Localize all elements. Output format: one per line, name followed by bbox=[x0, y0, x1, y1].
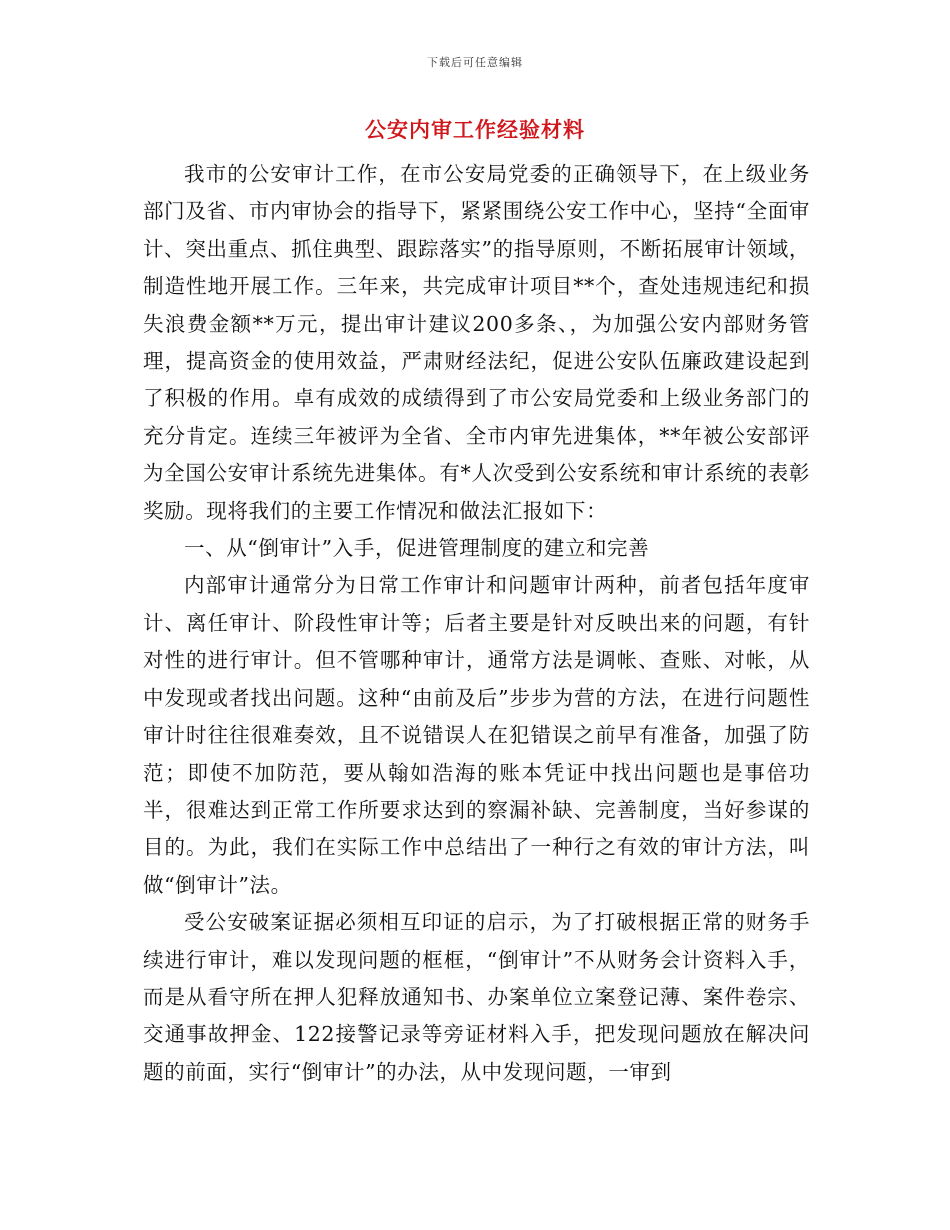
section-heading-1: 一、从“倒审计”入手，促进管理制度的建立和完善 bbox=[184, 536, 650, 561]
document-body bbox=[143, 156, 810, 1091]
document-title: 公安内审工作经验材料 bbox=[365, 117, 585, 142]
paragraph-reverse-audit: 受公安破案证据必须相互印证的启示，为了打破根据正常的财务手续进行审计，难以发现问题的框框，“倒审计”不从财务会计资料入手，而是从看守所在押人犯释放通知书、办案单位立案登记薄、案件卷宗、交通事故押金、122接警记录等旁证材料入手，把发现问题放在解决问题的前面，实行“倒审计”的办法，从中发现问题，一审到 bbox=[143, 910, 810, 1084]
header-note: 下载后可任意编辑 bbox=[427, 56, 523, 69]
paragraph-audit-types: 内部审计通常分为日常工作审计和问题审计两种，前者包括年度审计、离任审计、阶段性审计等；后者主要是针对反映出来的问题，有针对性的进行审计。但不管哪种审计，通常方法是调帐、查账、对帐，从中发现或者找出问题。这种“由前及后”步步为营的方法，在进行问题性审计时往往很难奏效，且不说错误人在犯错误之前早有准备，加强了防范；即使不加防范，要从翰如浩海的账本凭证中找出问题也是事倍功半，很难达到正常工作所要求达到的察漏补缺、完善制度，当好参谋的目的。为此，我们在实际工作中总结出了一种行之有效的审计方法，叫做“倒审计”法。 bbox=[143, 573, 810, 897]
paragraph-intro: 我市的公安审计工作，在市公安局党委的正确领导下，在上级业务部门及省、市内审协会的指导下，紧紧围绕公安工作中心，坚持“全面审计、突出重点、抓住典型、跟踪落实”的指导原则，不断拓展审计领域，制造性地开展工作。三年来，共完成审计项目**个，查处违规违纪和损失浪费金额**万元，提出审计建议200多条、，为加强公安内部财务管理，提高资金的使用效益，严肃财经法纪，促进公安队伍廉政建设起到了积极的作用。卓有成效的成绩得到了市公安局党委和上级业务部门的充分肯定。连续三年被评为全省、全市内审先进集体，**年被公安部评为全国公安审计系统先进集体。有*人次受到公安系统和审计系统的表彰奖励。现将我们的主要工作情况和做法汇报如下： bbox=[143, 162, 810, 523]
